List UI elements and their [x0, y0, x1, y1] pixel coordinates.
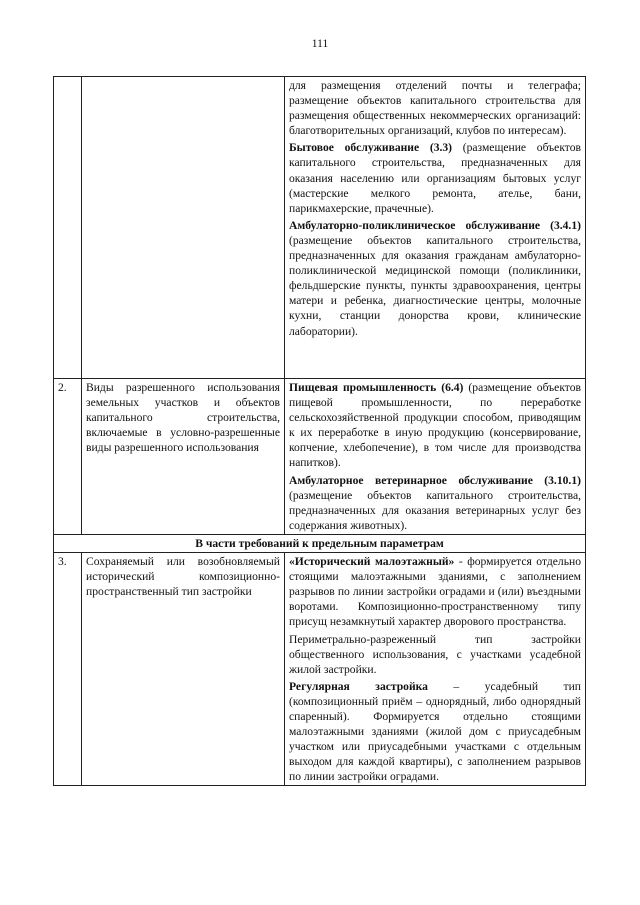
page-number: 111	[311, 38, 329, 50]
section-header-row	[54, 534, 586, 552]
description-paragraph: Амбулаторное ветеринарное обслуживание (3.10.1) (размещение объектов капитального строительства, предназначенных для оказания ветеринарных услуг без содержания животных).	[289, 473, 581, 532]
row-name: Виды разрешенного использования земельных участков и объектов капитального строительства, включаемые в условно-разрешенные виды разрешенного использования	[82, 379, 285, 535]
table-row	[54, 77, 586, 379]
description-paragraph: Пищевая промышленность (6.4) (размещение объектов пищевой промышленности, по переработке сельскохозяйственной продукции способом, приводящим к их переработке в иную продукцию (консервирование, копчение, хлебопечение), в том числе для производства напитков).	[289, 381, 581, 470]
section-title: В части требований к предельным параметрам	[54, 534, 586, 552]
row-number	[54, 77, 82, 379]
row-description	[285, 553, 586, 786]
row-description	[285, 77, 586, 379]
row-name: Сохраняемый или возобновляемый исторический композиционно-пространственный тип застройки	[82, 553, 285, 786]
description-paragraph: «Исторический малоэтажный» - формируется отдельно стоящими малоэтажными зданиями, с заполнением разрывов по линии застройки оградами и (или) въездными воротами. Композиционно-пространственному типу присущ незамкнутый характер дворового пространства.	[289, 555, 581, 629]
description-paragraph: Периметрально-разреженный тип застройки общественного использования, с участками усадебной жилой застройки.	[289, 632, 581, 676]
table-row	[54, 379, 586, 535]
regulations-table	[53, 76, 586, 786]
row-number: 2.	[54, 379, 82, 535]
description-paragraph: для размещения отделений почты и телеграфа; размещение объектов капитального строительства для размещения общественных некоммерческих организаций: благотворительных организаций, клубов по интересам).	[289, 79, 581, 138]
description-paragraph: Бытовое обслуживание (3.3) (размещение объектов капитального строительства, предназначенных для оказания населению или организациям бытовых услуг (мастерские мелкого ремонта, ателье, бани, парикмахерские, прачечные).	[289, 141, 581, 215]
description-paragraph: Амбулаторно-поликлиническое обслуживание (3.4.1) (размещение объектов капитального строительства, предназначенных для оказания гражданам амбулаторно-поликлинической медицинской помощи (поликлиники, фельдшерские пункты, пункты здравоохранения, центры матери и ребенка, диагностические центры, молочные кухни, станции донорства крови, клинические лаборатории).	[289, 218, 581, 338]
row-number: 3.	[54, 553, 82, 786]
description-paragraph: Регулярная застройка – усадебный тип (композиционный приём – однорядный, либо однорядный спаренный). Формируется отдельно стоящими малоэтажными зданиями (жилой дом с приусадебным участком или приусадебными участками с отдельным выходом для каждой квартиры), с заполнением разрывов по линии застройки оградами.	[289, 679, 581, 784]
row-name	[82, 77, 285, 379]
table-row	[54, 553, 586, 786]
row-description	[285, 379, 586, 535]
